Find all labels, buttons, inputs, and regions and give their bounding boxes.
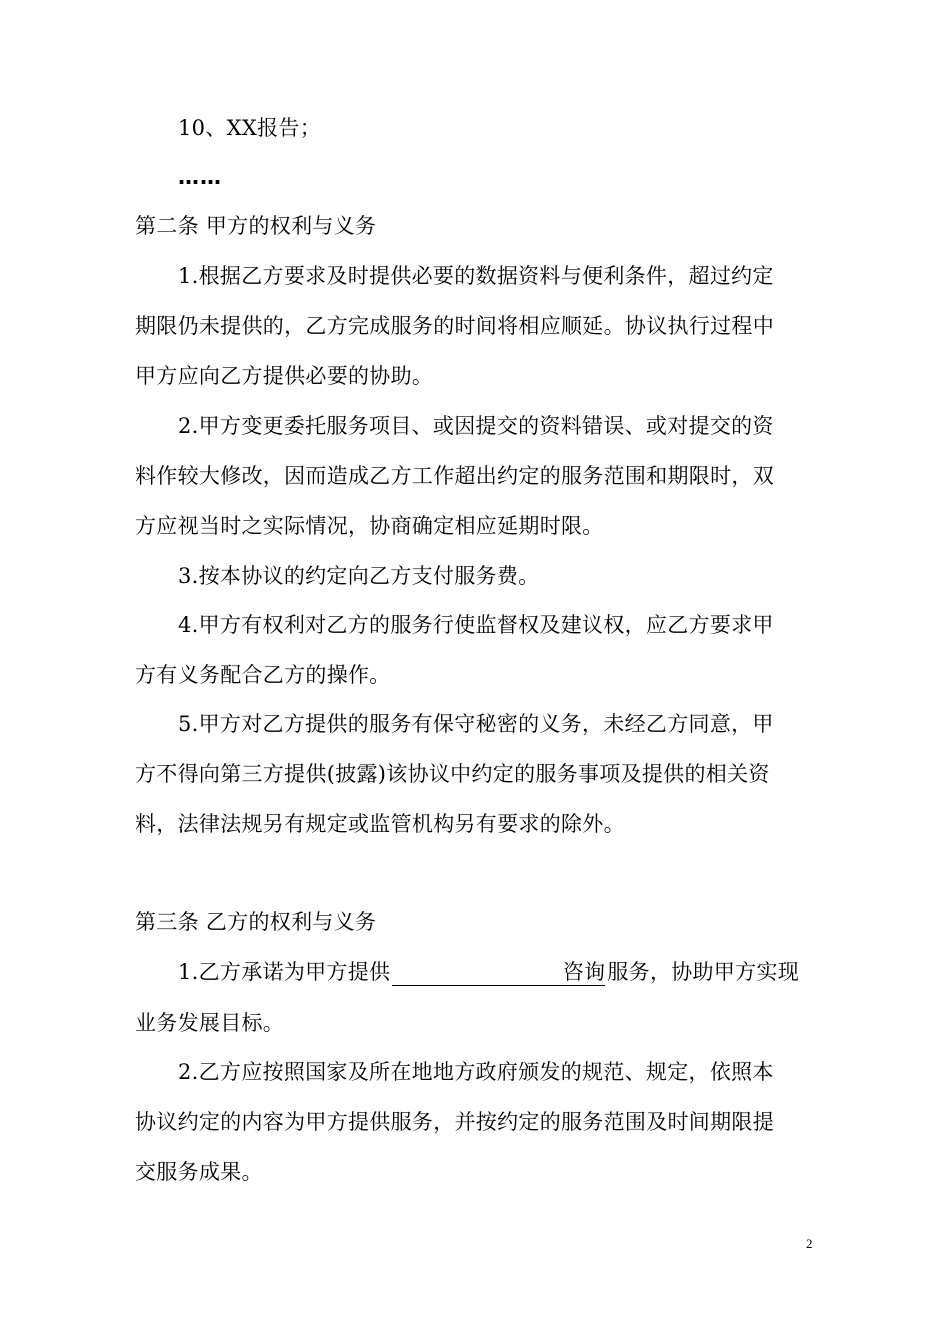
list-ellipsis: …… [178, 165, 222, 189]
article-2-para-4-line-2: 方有义务配合乙方的操作。 [135, 663, 391, 687]
article-3-para-1-tail: 服务，协助甲方实现 [607, 960, 800, 984]
page-number: 2 [806, 1236, 813, 1251]
article-3-para-1-line-2: 业务发展目标。 [135, 1011, 285, 1035]
article-2-para-5-line-3: 料，法律法规另有规定或监管机构另有要求的除外。 [135, 812, 625, 836]
article-3-para-1-line-1 [178, 957, 868, 987]
article-2-heading: 第二条 甲方的权利与义务 [135, 214, 377, 238]
article-2-para-5-line-1: 5.甲方对乙方提供的服务有保守秘密的义务，未经乙方同意，甲 [178, 712, 774, 736]
article-2-para-1-line-1: 1.根据乙方要求及时提供必要的数据资料与便利条件，超过约定 [178, 264, 774, 288]
article-2-para-3-line-1: 3.按本协议的约定向乙方支付服务费。 [178, 564, 540, 588]
article-3-para-2-line-2: 协议约定的内容为甲方提供服务，并按约定的服务范围及时间期限提 [135, 1110, 774, 1134]
article-2-para-1-line-3: 甲方应向乙方提供必要的协助。 [135, 364, 434, 388]
article-3-heading: 第三条 乙方的权利与义务 [135, 910, 377, 934]
article-2-para-2-line-3: 方应视当时之实际情况，协商确定相应延期时限。 [135, 514, 604, 538]
article-2-para-2-line-1: 2.甲方变更委托服务项目、或因提交的资料错误、或对提交的资 [178, 414, 774, 438]
article-3-para-2-line-1: 2.乙方应按照国家及所在地地方政府颁发的规范、规定，依照本 [178, 1060, 774, 1084]
article-2-para-5-line-2: 方不得向第三方提供(披露)该协议中约定的服务事项及提供的相关资 [135, 762, 770, 786]
article-2-para-2-line-2: 料作较大修改，因而造成乙方工作超出约定的服务范围和期限时，双 [135, 464, 774, 488]
article-2-para-4-line-1: 4.甲方有权利对乙方的服务行使监督权及建议权，应乙方要求甲 [178, 613, 774, 637]
article-2-para-1-line-2: 期限仍未提供的，乙方完成服务的时间将相应顺延。协议执行过程中 [135, 314, 774, 338]
service-type-value: 咨询 [562, 960, 606, 984]
article-3-para-2-line-3: 交服务成果。 [135, 1160, 263, 1184]
service-type-blank [392, 959, 605, 986]
article-3-para-1-lead: 1.乙方承诺为甲方提供 [178, 960, 391, 984]
list-item-10: 10、XX报告； [178, 116, 322, 140]
